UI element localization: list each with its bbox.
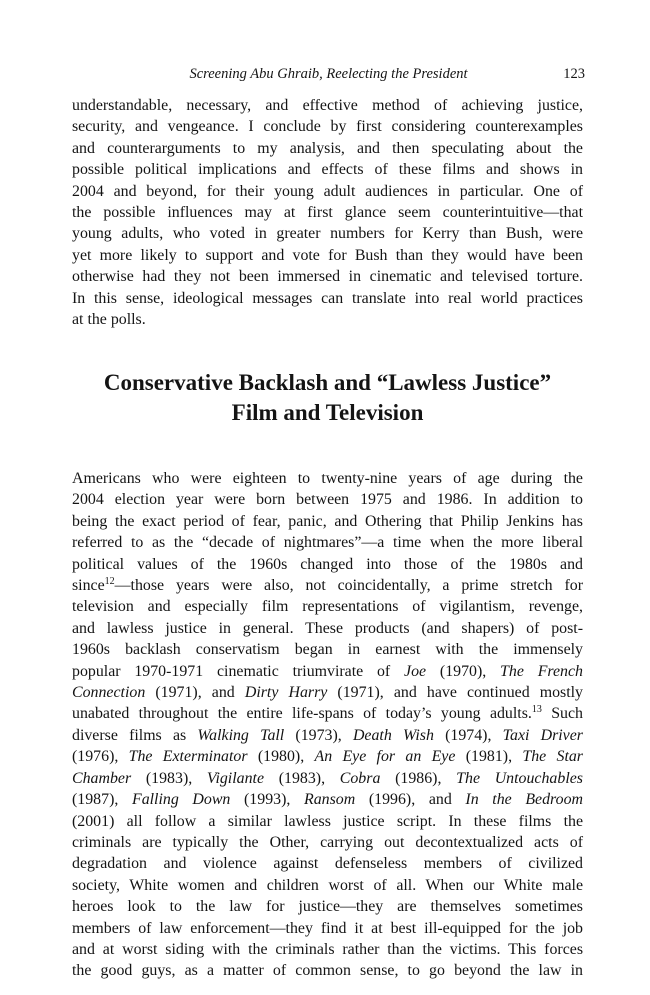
film-title: The Star — [522, 748, 583, 766]
text-line: political values of the 1960s changed into those of the 1980s and — [72, 555, 583, 573]
text-run: —those years were also, not coincidentally, a prime stretch for — [114, 577, 583, 595]
text-line: degradation and violence against defenseless members of civilized — [72, 855, 583, 873]
text-line: members of law enforcement—they find it at best ill-equipped for the job — [72, 919, 583, 937]
text-line: criminals are typically the Other, carrying out decontextualized acts of — [72, 833, 583, 851]
text-run: unabated throughout the entire life-spans of today’s young adults. — [72, 705, 532, 723]
text-line: young adults, who voted in greater numbers for Kerry than Bush, were — [72, 225, 583, 243]
text-line — [72, 725, 583, 746]
text-line — [72, 746, 583, 767]
text-run: (1983), — [131, 769, 207, 787]
text-run: diverse films as — [72, 726, 198, 744]
text-line: and counterarguments to my analysis, and then speculating about the — [72, 139, 583, 157]
text-line — [72, 768, 583, 789]
text-line: being the exact period of fear, panic, and Othering that Philip Jenkins has — [72, 512, 583, 530]
text-run: (1996), and — [355, 791, 466, 809]
film-title: Cobra — [339, 769, 381, 787]
text-run: (1971), and have continued mostly — [327, 684, 584, 702]
text-line — [72, 789, 583, 810]
text-run: (1981), — [455, 748, 523, 766]
text-line: heroes look to the law for justice—they are themselves sometimes — [72, 898, 583, 916]
text-run: since — [72, 577, 105, 595]
text-line: security, and vengeance. I conclude by first considering counterexamples — [72, 118, 583, 136]
intro-paragraph — [72, 95, 583, 330]
text-run: popular 1970-1971 cinematic triumvirate of — [72, 662, 405, 680]
text-line: the good guys, as a matter of common sense, to go beyond the law in — [72, 962, 583, 980]
text-line: (2001) all follow a similar lawless justice script. In these films the — [72, 812, 583, 830]
text-line: television and especially film representations of vigilantism, revenge, — [72, 598, 583, 616]
text-line: 2004 and beyond, for their young adult audiences in particular. One of — [72, 182, 583, 200]
text-line — [72, 575, 583, 596]
film-title: The Exterminator — [128, 748, 248, 766]
footnote-ref[interactable]: 13 — [531, 704, 542, 716]
film-title: Connection — [72, 684, 146, 702]
footnote-ref[interactable]: 12 — [104, 576, 115, 588]
page-number: 123 — [563, 66, 585, 82]
film-title: Ransom — [304, 791, 356, 809]
text-line: the possible influences may at first glance seem counterintuitive—that — [72, 204, 583, 222]
film-title: Chamber — [72, 769, 132, 787]
text-run: (1970), — [426, 662, 501, 680]
text-run: (1993), — [230, 791, 304, 809]
text-run: (1987), — [72, 791, 132, 809]
text-line: In this sense, ideological messages can translate into real world practices — [72, 289, 583, 307]
film-title: Vigilante — [206, 769, 264, 787]
section-heading-line: Film and Television — [231, 400, 424, 425]
text-line: yet more likely to support and vote for Bush than they would have been — [72, 246, 583, 264]
body-paragraph — [72, 468, 583, 982]
film-title: Taxi Driver — [502, 726, 583, 744]
film-title: In the Bedroom — [465, 791, 583, 809]
text-line: otherwise had they not been immersed in cinematic and televised torture. — [72, 268, 583, 286]
film-title: Death Wish — [352, 726, 434, 744]
film-title: An Eye for an Eye — [314, 748, 456, 766]
text-run: (1973), — [284, 726, 353, 744]
text-run: (1976), — [72, 748, 129, 766]
text-line: Americans who were eighteen to twenty-nine years of age during the — [72, 470, 583, 487]
text-line — [72, 661, 583, 682]
film-title: The Untouchables — [456, 769, 583, 787]
running-title: Screening Abu Ghraib, Reelecting the President — [189, 66, 468, 82]
text-line: at the polls. — [72, 311, 146, 329]
film-title: Joe — [404, 662, 427, 680]
text-line: society, White women and children worst of all. When our White male — [72, 876, 583, 894]
text-run: (1983), — [264, 769, 340, 787]
text-run: (1986), — [380, 769, 457, 787]
text-line — [72, 703, 583, 724]
section-heading-line: Conservative Backlash and “Lawless Justice” — [103, 370, 552, 395]
text-line: referred to as the “decade of nightmares”—a time when the more liberal — [72, 534, 583, 552]
text-line: 2004 election year were born between 1975 and 1986. In addition to — [72, 491, 583, 509]
text-run: (1974), — [433, 726, 503, 744]
text-line: understandable, necessary, and effective method of achieving justice, — [72, 97, 583, 114]
film-title: Walking Tall — [197, 726, 285, 744]
film-title: Falling Down — [131, 791, 231, 809]
text-line — [72, 682, 583, 703]
text-run: (1980), — [247, 748, 315, 766]
film-title: The French — [500, 662, 583, 680]
text-line: and lawless justice in general. These products (and shapers) of post- — [72, 619, 583, 637]
text-line: 1960s backlash conservatism began in earnest with the immensely — [72, 641, 583, 659]
running-head — [72, 66, 585, 88]
section-heading — [72, 368, 583, 428]
text-line: possible political implications and effects of these films and shows in — [72, 161, 583, 179]
text-line: and at worst siding with the criminals rather than the victims. This forces — [72, 940, 583, 958]
text-run: Such — [541, 705, 583, 723]
text-run: (1971), and — [145, 684, 245, 702]
film-title: Dirty Harry — [244, 684, 328, 702]
